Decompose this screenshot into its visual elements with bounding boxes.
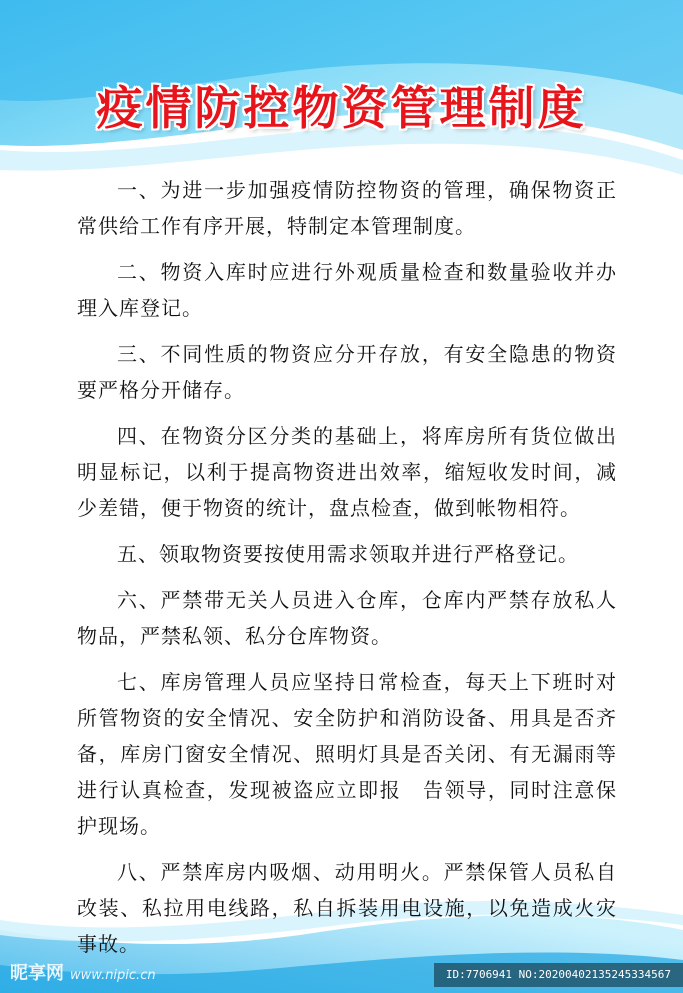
regulation-item-6: 六、严禁带无关人员进入仓库，仓库内严禁存放私人物品，严禁私领、私分仓库物资。 xyxy=(77,588,617,648)
regulation-body xyxy=(77,172,617,972)
regulation-item-3: 三、不同性质的物资应分开存放，有安全隐患的物资要严格分开储存。 xyxy=(77,342,617,402)
watermark-url: www.nipic.cn xyxy=(70,968,156,983)
regulation-item-7: 七、库房管理人员应坚持日常检查，每天上下班时对所管物资的安全情况、安全防护和消防设备、用具是否齐备，库房门窗安全情况、照明灯具是否关闭、有无漏雨等进行认真检查，发现被盗应立即报 告领导，同时注意保护现场。 xyxy=(77,670,617,838)
image-id-bar: ID:7706941 NO:20200402135245334567 xyxy=(434,963,683,987)
regulation-item-8: 八、严禁库房内吸烟、动用明火。严禁保管人员私自改装、私拉用电线路，私自拆装用电设施，以免造成火灾事故。 xyxy=(77,860,617,956)
site-watermark xyxy=(10,959,156,985)
poster-title: 疫情防控物资管理制度 xyxy=(96,81,587,135)
regulation-item-4: 四、在物资分区分类的基础上，将库房所有货位做出明显标记，以利于提高物资进出效率，缩短收发时间，减少差错，便于物资的统计，盘点检查，做到帐物相符。 xyxy=(77,424,617,520)
regulation-item-2: 二、物资入库时应进行外观质量检查和数量验收并办理入库登记。 xyxy=(77,260,617,320)
regulation-item-5: 五、领取物资要按使用需求领取并进行严格登记。 xyxy=(117,542,579,566)
regulation-item-1: 一、为进一步加强疫情防控物资的管理，确保物资正常供给工作有序开展，特制定本管理制度。 xyxy=(77,178,617,238)
watermark-brand: 昵享网 xyxy=(10,963,64,984)
